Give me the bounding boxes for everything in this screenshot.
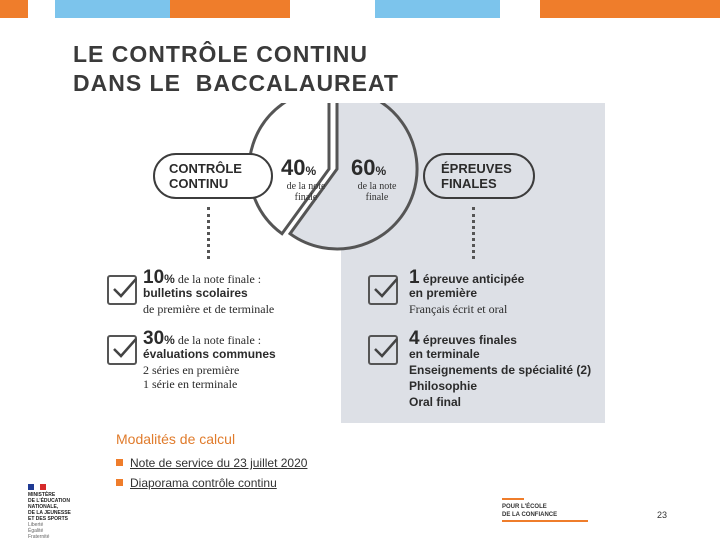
- logo-line: POUR L'ÉCOLE: [502, 504, 547, 510]
- item-text: épreuve anticipée: [422, 272, 525, 286]
- title-line: LE CONTRÔLE CONTINU: [73, 41, 368, 67]
- ministry-line: DE LA JEUNESSE: [28, 510, 71, 516]
- pie-right-label: [351, 155, 403, 203]
- pill-label: CONTRÔLE: [169, 161, 242, 176]
- right-item-anticipee: [409, 267, 525, 316]
- dotted-connector: [207, 207, 212, 259]
- logo-line: DE LA CONFIANCE: [502, 512, 558, 518]
- item-unit: %: [164, 333, 175, 347]
- item-number: 10: [143, 267, 165, 288]
- pie-left-caption: de la note: [286, 181, 326, 192]
- pill-label: CONTINU: [169, 176, 229, 191]
- item-text: 2 séries en première: [143, 363, 240, 377]
- bullet-square-icon: [116, 459, 123, 466]
- left-item-bulletins: [143, 267, 275, 316]
- pie-right-value: 60: [351, 155, 376, 180]
- item-text: en première: [409, 286, 478, 300]
- right-item-finales: [409, 328, 592, 409]
- item-text: Philosophie: [409, 379, 478, 393]
- ministry-motto: Égalité: [28, 528, 44, 534]
- note-de-service-link[interactable]: Note de service du 23 juillet 2020: [130, 456, 308, 470]
- top-accent-bar: [0, 0, 28, 18]
- top-accent-bar: [170, 0, 290, 18]
- checkbox-icon: [368, 335, 398, 365]
- item-text: bulletins scolaires: [143, 286, 248, 300]
- ministry-logo: [28, 484, 88, 540]
- pie-right-unit: %: [375, 164, 387, 178]
- pie-left-label: [281, 155, 331, 203]
- diaporama-link[interactable]: Diaporama contrôle continu: [130, 476, 277, 490]
- item-text: épreuves finales: [422, 333, 517, 347]
- epreuves-finales-pill: [423, 153, 535, 199]
- item-text: en terminale: [409, 347, 480, 361]
- ministry-line: DE L'ÉDUCATION: [28, 498, 70, 504]
- item-text: Français écrit et oral: [409, 302, 508, 316]
- top-accent-bar: [55, 0, 170, 18]
- link-item: [116, 456, 307, 470]
- item-text: de première et de terminale: [143, 302, 275, 316]
- ministry-motto: Liberté: [28, 522, 44, 528]
- item-text: de la note finale :: [174, 272, 262, 286]
- title-line: DANS LE BACCALAUREAT: [73, 70, 399, 96]
- link-item: [116, 476, 277, 490]
- ministry-line: ET DES SPORTS: [28, 516, 69, 522]
- item-text: 1 série en terminale: [143, 377, 238, 391]
- pill-label: FINALES: [441, 176, 497, 191]
- pie-left-value: 40: [281, 155, 306, 180]
- ecole-confiance-logo: [502, 496, 592, 524]
- bullet-square-icon: [116, 479, 123, 486]
- item-number: 4: [409, 328, 420, 349]
- page-number: 23: [657, 510, 668, 520]
- ministry-line: NATIONALE,: [28, 504, 59, 510]
- pie-left-unit: %: [305, 164, 317, 178]
- item-number: 1: [409, 267, 420, 288]
- pie-right-caption: finale: [365, 192, 389, 203]
- checkbox-icon: [107, 275, 137, 305]
- top-accent-bar: [375, 0, 500, 18]
- item-unit: %: [164, 272, 175, 286]
- pill-label: ÉPREUVES: [441, 161, 512, 176]
- french-flag-icon: [28, 484, 46, 490]
- item-number: 30: [143, 328, 165, 349]
- checkbox-icon: [107, 335, 137, 365]
- item-text: Enseignements de spécialité (2): [409, 363, 592, 377]
- item-text: évaluations communes: [143, 347, 276, 361]
- dotted-connector: [472, 207, 477, 259]
- controle-continu-pill: [153, 153, 273, 199]
- pie-left-caption: finale: [294, 192, 318, 203]
- bac-infographic: [103, 103, 605, 423]
- ministry-line: MINISTÈRE: [28, 492, 56, 498]
- ministry-motto: Fraternité: [28, 534, 50, 540]
- pie-right-caption: de la note: [357, 181, 397, 192]
- checkbox-icon: [368, 275, 398, 305]
- top-accent-bar: [540, 0, 720, 18]
- item-text: de la note finale :: [174, 333, 262, 347]
- modalites-heading: Modalités de calcul: [116, 431, 236, 447]
- slide-title: [73, 40, 493, 98]
- left-item-evaluations: [143, 328, 276, 391]
- item-text: Oral final: [409, 395, 462, 409]
